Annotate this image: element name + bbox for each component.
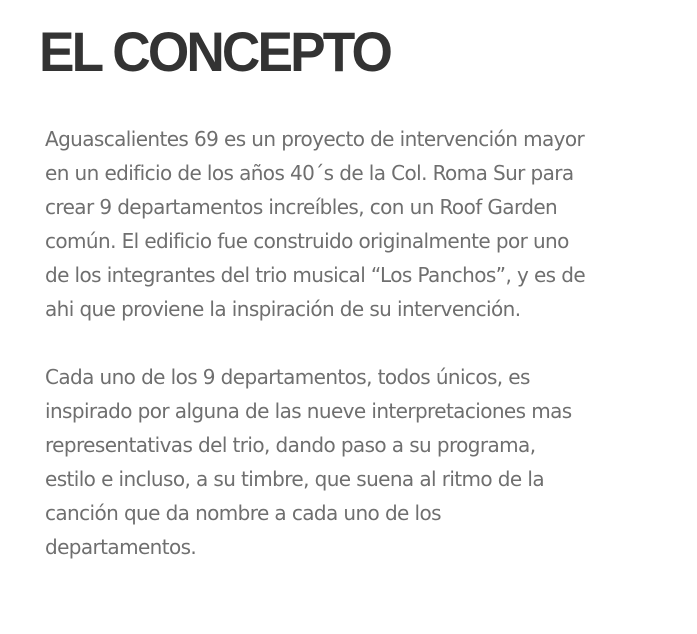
paragraph-line: inspirado por alguna de las nueve interpretaciones mas <box>45 399 572 423</box>
paragraph-line: común. El edificio fue construido originalmente por uno <box>45 229 569 253</box>
paragraph-line: Aguascalientes 69 es un proyecto de intervención mayor <box>45 127 585 151</box>
concept-paragraph <box>39 122 679 326</box>
paragraph-line: de los integrantes del trio musical “Los Panchos”, y es de <box>45 263 586 287</box>
concept-section <box>39 18 679 564</box>
paragraph-line: ahi que proviene la inspiración de su intervención. <box>45 297 521 321</box>
paragraph-line: departamentos. <box>45 535 197 559</box>
section-title: EL CONCEPTO <box>39 20 390 83</box>
paragraph-line: estilo e incluso, a su timbre, que suena al ritmo de la <box>45 467 544 491</box>
paragraph-line: representativas del trio, dando paso a su programa, <box>45 433 536 457</box>
paragraph-line: canción que da nombre a cada uno de los <box>45 501 441 525</box>
paragraph-line: crear 9 departamentos increíbles, con un Roof Garden <box>45 195 558 219</box>
paragraph-line: en un edificio de los años 40´s de la Col. Roma Sur para <box>45 161 574 185</box>
paragraph-line: Cada uno de los 9 departamentos, todos únicos, es <box>45 365 530 389</box>
apartments-paragraph <box>39 360 679 564</box>
